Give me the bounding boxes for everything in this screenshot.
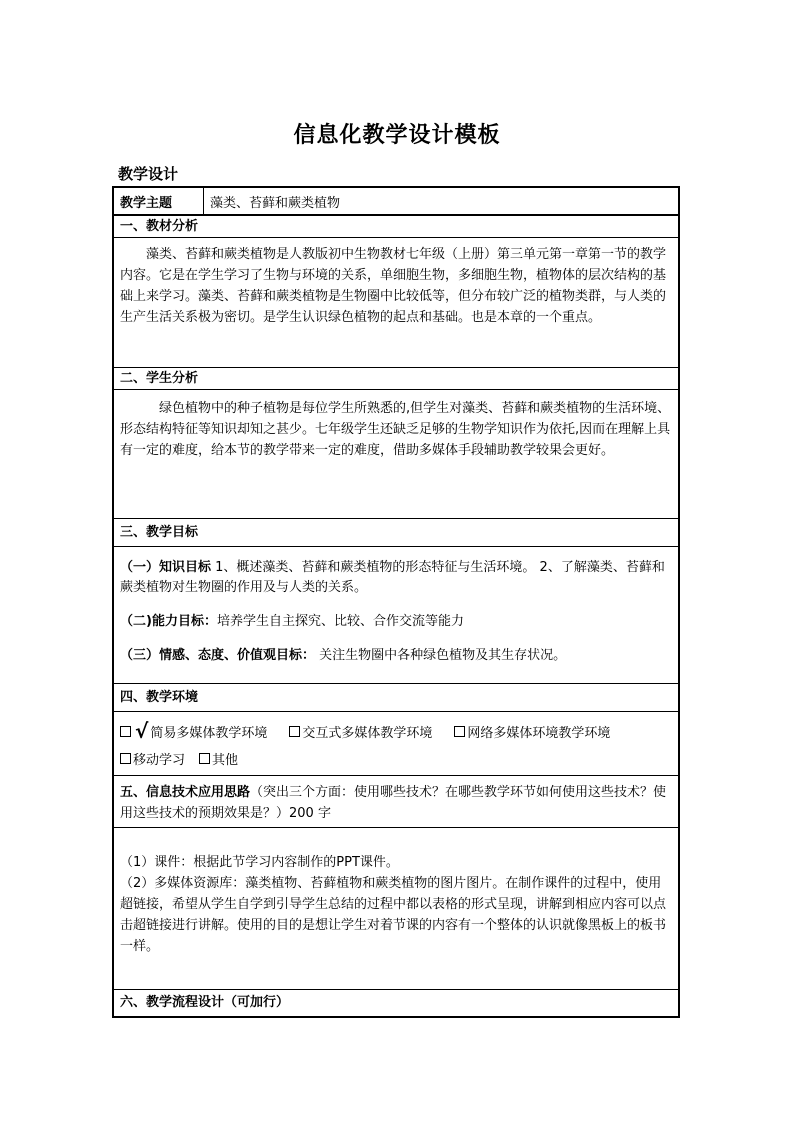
ability-goal-label: （二)能力目标：	[120, 614, 217, 629]
emotion-goal	[114, 632, 678, 666]
env-option-label: 简易多媒体教学环境	[150, 725, 268, 741]
emotion-goal-label: （三）情感、态度、价值观目标：	[120, 648, 316, 663]
env-option-simple[interactable]	[120, 719, 268, 743]
env-option-label: 其他	[212, 752, 239, 768]
student-analysis-text: 绿色植物中的种子植物是每位学生所熟悉的,但学生对藻类、苔藓和蕨类植物的生活环境、形态结构特征等知识却知之甚少。七年级学生还缺乏足够的生物学知识作为依托,因而在理解上具有一定的难度，给本节的教学带来一定的难度，借助多媒体手段辅助教学较果会更好。	[120, 401, 671, 458]
env-option-label: 移动学习	[133, 752, 186, 768]
topic-value: 藻类、苔藓和蕨类植物	[210, 195, 341, 211]
environment-cell	[114, 712, 678, 776]
page-title: 信息化教学设计模板	[293, 123, 501, 148]
objectives-heading: 三、教学目标	[114, 519, 678, 547]
env-option-network[interactable]	[454, 722, 610, 741]
it-application-item-1: （1）课件：根据此节学习内容制作的PPT课件。	[120, 855, 399, 870]
material-analysis-heading: 一、教材分析	[114, 216, 678, 238]
env-option-label: 网络多媒体环境教学环境	[467, 725, 611, 741]
it-application-note: （突出三个方面：使用哪些技术？在哪些教学环节如何使用这些技术？使用这些技术的预期效果是？）200 字	[120, 785, 667, 821]
student-analysis-cell	[114, 390, 678, 519]
student-analysis-heading: 二、学生分析	[114, 368, 678, 390]
it-application-item-2: （2）多媒体资源库：藻类植物、苔藓植物和蕨类植物的图片图片。在制作课件的过程中，使用超链接，希望从学生自学到引导学生总结的过程中都以表格的形式呈现，讲解到相应内容可以点击超链接进行讲解。使用的目的是想让学生对着节课的内容有一个整体的认识就像黑板上的板书一样。	[120, 876, 667, 954]
environment-options-line-2	[114, 746, 678, 770]
material-analysis-text: 藻类、苔藓和蕨类植物是人教版初中生物教材七年级（上册）第三单元第一章第一节的教学内容。它是在学生学习了生物与环境的关系，单细胞生物，多细胞生物，植物体的层次结构的基础上来学习。藻类、苔藓和蕨类植物是生物圈中比较低等，但分布较广泛的植物类群，与人类的生产生活关系极为密切。是学生认识绿色植物的起点和基础。也是本章的一个重点。	[120, 247, 667, 325]
ability-goal	[114, 598, 678, 632]
environment-options-line-1	[114, 712, 678, 746]
material-analysis-cell	[114, 238, 678, 368]
env-option-interactive[interactable]	[289, 722, 432, 741]
checkbox-icon[interactable]	[120, 726, 131, 737]
emotion-goal-text: 关注生物圈中各种绿色植物及其生存状况。	[315, 648, 567, 663]
topic-label: 教学主题	[114, 188, 204, 214]
env-option-label: 交互式多媒体教学环境	[302, 725, 433, 741]
flow-heading: 六、教学流程设计（可加行）	[120, 995, 290, 1010]
knowledge-goal	[114, 547, 678, 598]
checkbox-icon[interactable]	[454, 726, 465, 737]
environment-heading: 四、教学环境	[114, 684, 678, 712]
it-application-heading-cell	[114, 776, 678, 828]
ability-goal-text: 培养学生自主探究、比较、合作交流等能力	[216, 614, 464, 629]
check-mark-icon: √	[135, 719, 149, 743]
checkbox-icon[interactable]	[120, 753, 131, 764]
env-option-other[interactable]	[199, 749, 238, 768]
section-label: 教学设计	[118, 165, 179, 183]
knowledge-goal-label: （一）知识目标	[120, 560, 212, 575]
it-application-heading	[114, 776, 678, 824]
knowledge-goal-text: 1、概述藻类、苔藓和蕨类植物的形态特征与生活环境。 2、了解藻类、苔藓和蕨类植物对生物圈的作用及与人类的关系。	[120, 560, 665, 595]
it-application-cell	[114, 828, 678, 990]
checkbox-icon[interactable]	[289, 726, 300, 737]
env-option-mobile[interactable]	[120, 749, 185, 768]
topic-row	[114, 188, 678, 216]
design-table	[112, 186, 680, 1018]
objectives-cell	[114, 547, 678, 684]
checkbox-icon[interactable]	[199, 753, 210, 764]
it-application-title: 五、信息技术应用思路	[120, 785, 251, 800]
